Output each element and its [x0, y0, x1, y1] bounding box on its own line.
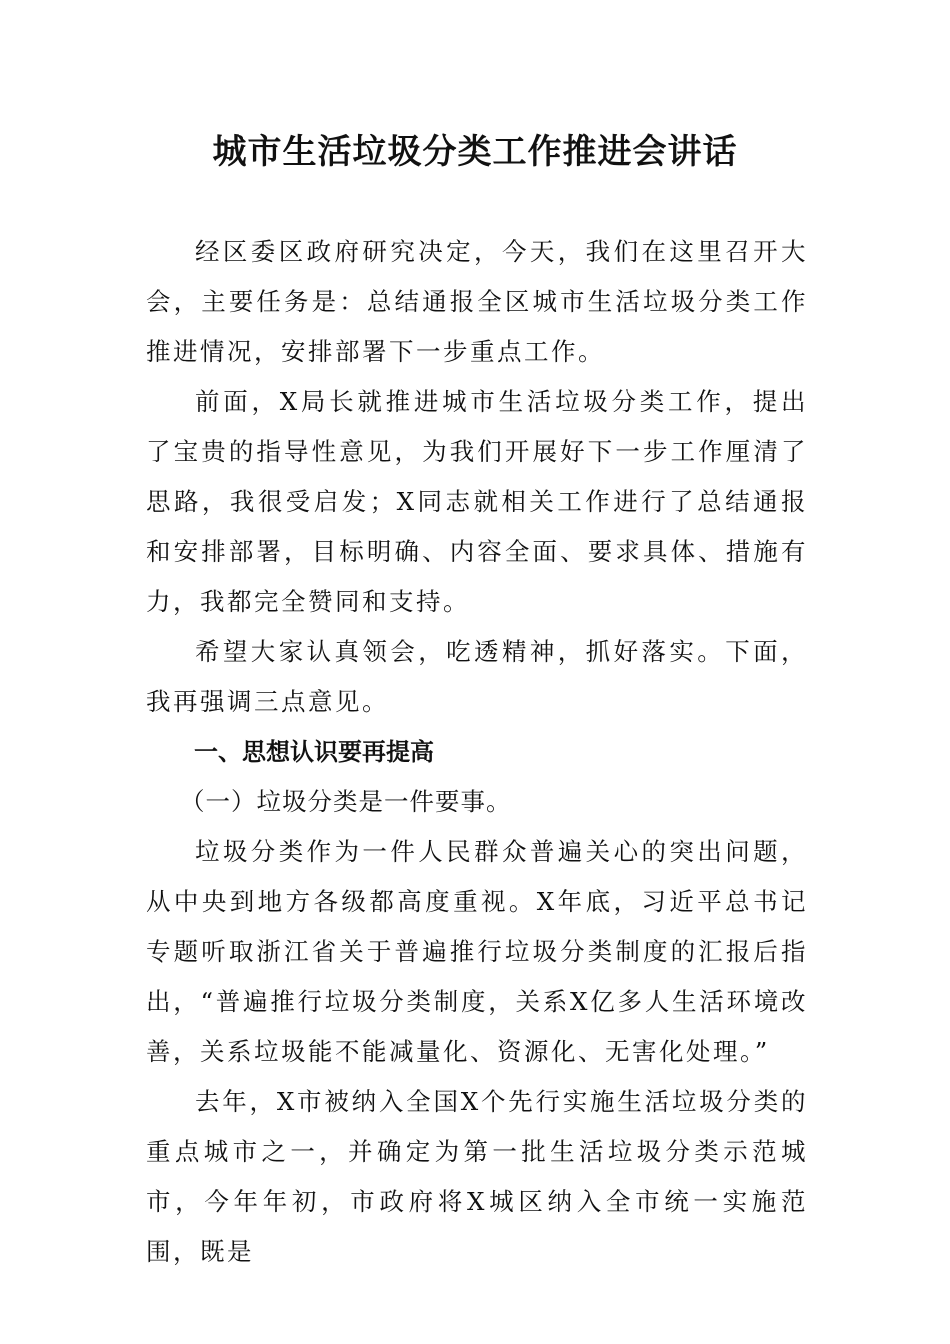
document-title: 城市生活垃圾分类工作推进会讲话 — [212, 132, 738, 172]
paragraph-expectation: 希望大家认真领会，吃透精神，抓好落实。下面，我再强调三点意见。 — [146, 637, 808, 716]
paragraph-city-status: 去年，X市被纳入全国X个先行实施生活垃圾分类的重点城市之一，并确定为第一批生活垃圾分类示范城市，今年年初，市政府将X城区纳入全市统一实施范围，既是 — [146, 1087, 808, 1266]
paragraph-intro: 经区委区政府研究决定，今天，我们在这里召开大会，主要任务是：总结通报全区城市生活垃圾分类工作推进情况，安排部署下一步重点工作。 — [146, 237, 808, 366]
document-body — [146, 227, 808, 1277]
sub-heading: （一）垃圾分类是一件要事。 — [180, 787, 512, 816]
paragraph-importance: 垃圾分类作为一件人民群众普遍关心的突出问题，从中央到地方各级都高度重视。X年底，习近平总书记专题听取浙江省关于普遍推行垃圾分类制度的汇报后指出，“普遍推行垃圾分类制度，关系X亿多人生活环境改善，关系垃圾能不能减量化、资源化、无害化处理。” — [146, 837, 808, 1066]
section-heading: 一、思想认识要再提高 — [194, 738, 434, 766]
paragraph-guidance: 前面，X局长就推进城市生活垃圾分类工作，提出了宝贵的指导性意见，为我们开展好下一步工作厘清了思路，我很受启发；X同志就相关工作进行了总结通报和安排部署，目标明确、内容全面、要求具体、措施有力，我都完全赞同和支持。 — [146, 387, 808, 616]
